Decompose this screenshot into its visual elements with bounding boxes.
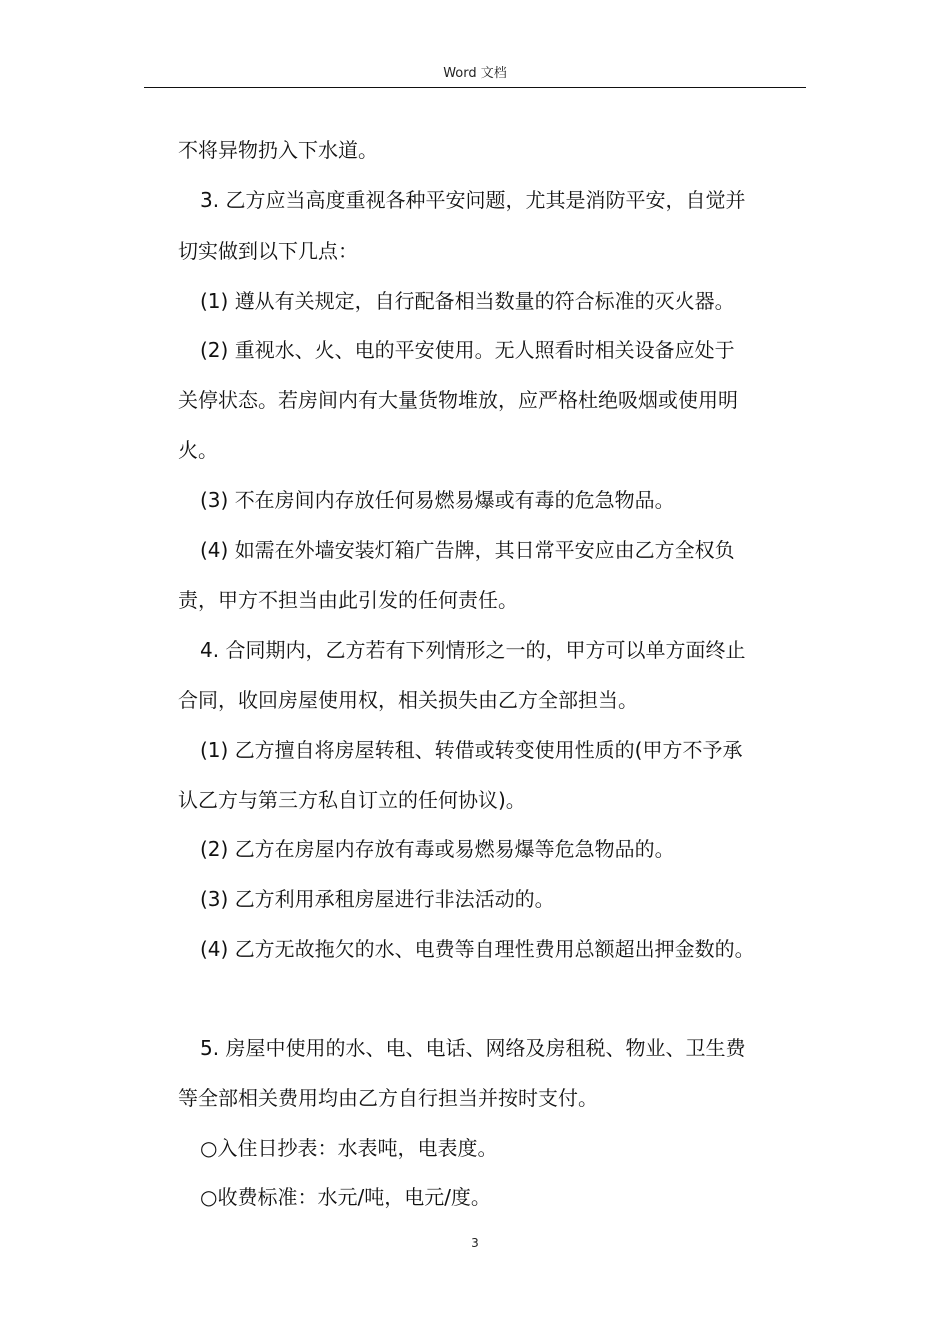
body-line: 认乙方与第三方私自订立的任何协议)。 (178, 788, 526, 812)
body-line: (4) 乙方无故拖欠的水、电费等自理性费用总额超出押金数的。 (200, 937, 755, 961)
page-number: 3 (471, 1236, 479, 1250)
body-line: 火。 (178, 438, 218, 462)
body-line: 5. 房屋中使用的水、电、电话、网络及房租税、物业、卫生费 (200, 1036, 746, 1060)
body-line: ○收费标准：水元/吨，电元/度。 (200, 1185, 491, 1209)
body-line: 3. 乙方应当高度重视各种平安问题，尤其是消防平安，自觉并 (200, 188, 746, 212)
body-line: 切实做到以下几点： (178, 239, 358, 263)
body-line: ○入住日抄表：水表吨，电表度。 (200, 1136, 498, 1160)
body-line: (1) 乙方擅自将房屋转租、转借或转变使用性质的(甲方不予承 (200, 738, 743, 762)
body-line: (1) 遵从有关规定，自行配备相当数量的符合标准的灭火器。 (200, 289, 735, 313)
body-line: 等全部相关费用均由乙方自行担当并按时支付。 (178, 1086, 598, 1110)
body-line: 关停状态。若房间内有大量货物堆放，应严格杜绝吸烟或使用明 (178, 388, 738, 412)
header-rule (144, 87, 806, 88)
body-line: (4) 如需在外墙安装灯箱广告牌，其日常平安应由乙方全权负 (200, 538, 735, 562)
page-header: Word 文档 (443, 66, 507, 81)
body-line: (3) 乙方利用承租房屋进行非法活动的。 (200, 887, 555, 911)
body-line: (2) 重视水、火、电的平安使用。无人照看时相关设备应处于 (200, 338, 735, 362)
body-line: 合同，收回房屋使用权，相关损失由乙方全部担当。 (178, 688, 638, 712)
body-line: (3) 不在房间内存放任何易燃易爆或有毒的危急物品。 (200, 488, 675, 512)
body-line: 责，甲方不担当由此引发的任何责任。 (178, 588, 518, 612)
body-line: (2) 乙方在房屋内存放有毒或易燃易爆等危急物品的。 (200, 837, 675, 861)
body-line: 不将异物扔入下水道。 (178, 138, 378, 162)
body-line: 4. 合同期内，乙方若有下列情形之一的，甲方可以单方面终止 (200, 638, 746, 662)
